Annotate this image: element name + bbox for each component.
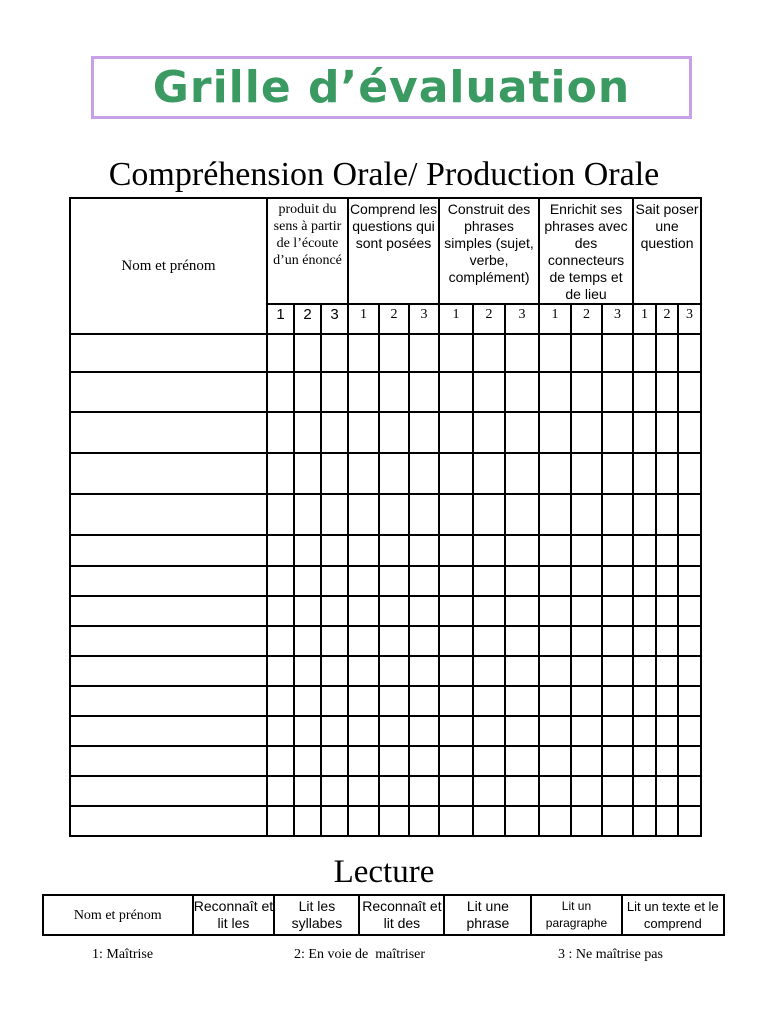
page-title: Grille d’évaluation <box>152 62 631 113</box>
score-cell[interactable] <box>656 776 678 806</box>
score-cell[interactable] <box>571 596 602 626</box>
score-cell[interactable] <box>294 626 321 656</box>
score-cell[interactable] <box>409 566 439 596</box>
score-cell[interactable] <box>602 566 633 596</box>
scale-number: 1 <box>439 304 473 334</box>
score-cell[interactable] <box>678 412 701 453</box>
score-cell[interactable] <box>505 412 539 453</box>
score-cell[interactable] <box>571 626 602 656</box>
score-cell[interactable] <box>321 686 348 716</box>
score-cell[interactable] <box>321 535 348 566</box>
score-cell[interactable] <box>571 453 602 494</box>
score-cell[interactable] <box>294 535 321 566</box>
score-cell[interactable] <box>348 494 379 535</box>
score-cell[interactable] <box>633 686 656 716</box>
score-cell[interactable] <box>439 716 473 746</box>
score-cell[interactable] <box>678 596 701 626</box>
score-cell[interactable] <box>571 566 602 596</box>
score-cell[interactable] <box>656 716 678 746</box>
score-cell[interactable] <box>409 776 439 806</box>
score-cell[interactable] <box>267 776 294 806</box>
score-cell[interactable] <box>379 626 409 656</box>
reading-criterion-header: Lit une phrase <box>444 895 531 935</box>
score-cell[interactable] <box>473 746 505 776</box>
score-cell[interactable] <box>439 596 473 626</box>
student-row <box>70 494 701 535</box>
student-row <box>70 656 701 686</box>
score-cell[interactable] <box>571 494 602 535</box>
criterion-header: Enrichit ses phrases avec des connecteurs de temps et de lieu <box>539 198 633 304</box>
scale-number: 2 <box>656 304 678 334</box>
student-name-cell[interactable] <box>70 686 267 716</box>
score-cell[interactable] <box>267 412 294 453</box>
score-cell[interactable] <box>678 656 701 686</box>
score-cell[interactable] <box>409 716 439 746</box>
score-cell[interactable] <box>571 806 602 836</box>
score-cell[interactable] <box>409 372 439 412</box>
score-cell[interactable] <box>267 494 294 535</box>
student-row <box>70 453 701 494</box>
student-name-cell[interactable] <box>70 596 267 626</box>
score-cell[interactable] <box>656 746 678 776</box>
score-cell[interactable] <box>409 746 439 776</box>
score-cell[interactable] <box>656 494 678 535</box>
score-cell[interactable] <box>348 686 379 716</box>
score-cell[interactable] <box>678 716 701 746</box>
scale-number: 3 <box>602 304 633 334</box>
student-row <box>70 806 701 836</box>
score-cell[interactable] <box>267 686 294 716</box>
score-cell[interactable] <box>379 656 409 686</box>
score-cell[interactable] <box>656 626 678 656</box>
score-cell[interactable] <box>571 412 602 453</box>
scale-number: 2 <box>379 304 409 334</box>
score-cell[interactable] <box>439 656 473 686</box>
score-cell[interactable] <box>656 686 678 716</box>
score-cell[interactable] <box>379 535 409 566</box>
score-cell[interactable] <box>602 535 633 566</box>
student-row <box>70 716 701 746</box>
score-cell[interactable] <box>267 535 294 566</box>
score-cell[interactable] <box>505 776 539 806</box>
score-cell[interactable] <box>439 776 473 806</box>
score-cell[interactable] <box>539 412 571 453</box>
scale-number: 1 <box>633 304 656 334</box>
score-cell[interactable] <box>505 372 539 412</box>
score-cell[interactable] <box>321 776 348 806</box>
score-cell[interactable] <box>539 626 571 656</box>
student-name-cell[interactable] <box>70 372 267 412</box>
score-cell[interactable] <box>267 596 294 626</box>
score-cell[interactable] <box>539 494 571 535</box>
score-cell[interactable] <box>379 806 409 836</box>
student-name-cell[interactable] <box>70 412 267 453</box>
scale-number: 1 <box>267 304 294 334</box>
score-cell[interactable] <box>409 626 439 656</box>
student-row <box>70 412 701 453</box>
score-cell[interactable] <box>473 596 505 626</box>
score-cell[interactable] <box>439 626 473 656</box>
score-cell[interactable] <box>379 596 409 626</box>
score-cell[interactable] <box>267 656 294 686</box>
score-cell[interactable] <box>656 412 678 453</box>
score-cell[interactable] <box>348 656 379 686</box>
score-cell[interactable] <box>348 776 379 806</box>
score-cell[interactable] <box>678 372 701 412</box>
score-cell[interactable] <box>267 806 294 836</box>
reading-criterion-header: Lit les syllabes <box>274 895 359 935</box>
score-cell[interactable] <box>539 746 571 776</box>
score-cell[interactable] <box>656 453 678 494</box>
score-cell[interactable] <box>602 412 633 453</box>
score-cell[interactable] <box>294 806 321 836</box>
score-cell[interactable] <box>633 494 656 535</box>
score-cell[interactable] <box>348 716 379 746</box>
score-cell[interactable] <box>321 566 348 596</box>
scale-number: 2 <box>294 304 321 334</box>
score-cell[interactable] <box>294 776 321 806</box>
score-cell[interactable] <box>348 566 379 596</box>
student-name-cell[interactable] <box>70 656 267 686</box>
score-cell[interactable] <box>678 494 701 535</box>
title-box <box>91 56 692 119</box>
score-cell[interactable] <box>379 716 409 746</box>
score-cell[interactable] <box>473 776 505 806</box>
score-cell[interactable] <box>409 686 439 716</box>
scale-number: 3 <box>678 304 701 334</box>
score-cell[interactable] <box>348 334 379 372</box>
score-cell[interactable] <box>539 334 571 372</box>
score-cell[interactable] <box>267 626 294 656</box>
score-cell[interactable] <box>379 334 409 372</box>
student-name-cell[interactable] <box>70 746 267 776</box>
score-cell[interactable] <box>505 453 539 494</box>
score-cell[interactable] <box>678 746 701 776</box>
score-cell[interactable] <box>348 412 379 453</box>
score-cell[interactable] <box>267 716 294 746</box>
score-cell[interactable] <box>602 453 633 494</box>
score-cell[interactable] <box>321 412 348 453</box>
score-cell[interactable] <box>505 494 539 535</box>
score-cell[interactable] <box>602 776 633 806</box>
student-row <box>70 596 701 626</box>
score-cell[interactable] <box>505 334 539 372</box>
score-cell[interactable] <box>678 453 701 494</box>
oral-grid-body <box>70 334 701 836</box>
score-cell[interactable] <box>505 626 539 656</box>
student-name-cell[interactable] <box>70 776 267 806</box>
score-cell[interactable] <box>602 334 633 372</box>
score-cell[interactable] <box>473 686 505 716</box>
score-cell[interactable] <box>267 566 294 596</box>
score-cell[interactable] <box>294 372 321 412</box>
score-cell[interactable] <box>348 372 379 412</box>
student-row <box>70 626 701 656</box>
score-cell[interactable] <box>439 806 473 836</box>
section-title-oral: Compréhension Orale/ Production Orale <box>108 156 660 193</box>
score-cell[interactable] <box>505 806 539 836</box>
student-row <box>70 372 701 412</box>
student-row <box>70 776 701 806</box>
score-cell[interactable] <box>294 746 321 776</box>
score-cell[interactable] <box>656 372 678 412</box>
score-cell[interactable] <box>539 806 571 836</box>
student-row <box>70 746 701 776</box>
score-cell[interactable] <box>505 686 539 716</box>
score-cell[interactable] <box>439 494 473 535</box>
score-cell[interactable] <box>656 656 678 686</box>
score-cell[interactable] <box>294 686 321 716</box>
score-cell[interactable] <box>267 453 294 494</box>
scale-number: 2 <box>571 304 602 334</box>
student-name-cell[interactable] <box>70 626 267 656</box>
score-cell[interactable] <box>409 334 439 372</box>
score-cell[interactable] <box>539 656 571 686</box>
score-cell[interactable] <box>633 596 656 626</box>
student-name-cell[interactable] <box>70 535 267 566</box>
score-cell[interactable] <box>571 535 602 566</box>
score-cell[interactable] <box>294 566 321 596</box>
score-cell[interactable] <box>321 372 348 412</box>
score-cell[interactable] <box>678 686 701 716</box>
reading-criterion-header: Reconnaît et lit des <box>359 895 444 935</box>
legend-level-2: 2: En voie de maîtriser <box>294 947 426 962</box>
criterion-header: Construit des phrases simples (sujet, verbe, complément) <box>439 198 539 304</box>
criterion-header: produit du sens à partir de l’écoute d’un énoncé <box>267 198 348 304</box>
score-cell[interactable] <box>571 656 602 686</box>
score-cell[interactable] <box>505 746 539 776</box>
score-cell[interactable] <box>321 656 348 686</box>
score-cell[interactable] <box>294 453 321 494</box>
score-cell[interactable] <box>633 716 656 746</box>
score-cell[interactable] <box>348 596 379 626</box>
score-cell[interactable] <box>409 656 439 686</box>
score-cell[interactable] <box>267 746 294 776</box>
student-name-cell[interactable] <box>70 566 267 596</box>
score-cell[interactable] <box>678 806 701 836</box>
reading-criterion-header: Lit un texte et le comprend <box>622 895 724 935</box>
score-cell[interactable] <box>633 412 656 453</box>
score-cell[interactable] <box>294 494 321 535</box>
score-cell[interactable] <box>439 566 473 596</box>
score-cell[interactable] <box>633 535 656 566</box>
score-cell[interactable] <box>294 656 321 686</box>
score-cell[interactable] <box>571 334 602 372</box>
score-cell[interactable] <box>678 776 701 806</box>
score-cell[interactable] <box>321 806 348 836</box>
score-cell[interactable] <box>539 372 571 412</box>
score-cell[interactable] <box>348 806 379 836</box>
score-cell[interactable] <box>294 412 321 453</box>
score-cell[interactable] <box>633 626 656 656</box>
score-cell[interactable] <box>633 746 656 776</box>
criterion-header: Sait poser une question <box>633 198 701 304</box>
score-cell[interactable] <box>379 566 409 596</box>
legend-level-1: 1: Maîtrise <box>92 947 154 962</box>
score-cell[interactable] <box>678 334 701 372</box>
score-cell[interactable] <box>656 806 678 836</box>
score-cell[interactable] <box>539 566 571 596</box>
score-cell[interactable] <box>409 596 439 626</box>
student-name-cell[interactable] <box>70 716 267 746</box>
score-cell[interactable] <box>571 776 602 806</box>
score-cell[interactable] <box>505 596 539 626</box>
score-cell[interactable] <box>602 494 633 535</box>
criterion-header: Comprend les questions qui sont posées <box>348 198 439 304</box>
score-cell[interactable] <box>473 453 505 494</box>
score-cell[interactable] <box>539 776 571 806</box>
score-cell[interactable] <box>409 535 439 566</box>
score-cell[interactable] <box>379 453 409 494</box>
student-name-cell[interactable] <box>70 334 267 372</box>
score-cell[interactable] <box>439 746 473 776</box>
score-cell[interactable] <box>602 626 633 656</box>
score-cell[interactable] <box>571 716 602 746</box>
score-cell[interactable] <box>505 566 539 596</box>
score-cell[interactable] <box>348 626 379 656</box>
score-cell[interactable] <box>321 746 348 776</box>
reading-criterion-header: Reconnaît et lit les <box>193 895 275 935</box>
score-cell[interactable] <box>656 535 678 566</box>
score-cell[interactable] <box>321 334 348 372</box>
scale-number: 3 <box>321 304 348 334</box>
score-cell[interactable] <box>602 372 633 412</box>
score-cell[interactable] <box>633 372 656 412</box>
score-cell[interactable] <box>656 566 678 596</box>
legend-level-3: 3 : Ne maîtrise pas <box>558 947 663 962</box>
score-cell[interactable] <box>633 566 656 596</box>
score-cell[interactable] <box>633 776 656 806</box>
score-cell[interactable] <box>678 626 701 656</box>
score-cell[interactable] <box>473 656 505 686</box>
oral-evaluation-grid <box>69 197 702 837</box>
scale-number: 1 <box>348 304 379 334</box>
score-cell[interactable] <box>294 334 321 372</box>
score-cell[interactable] <box>602 656 633 686</box>
score-cell[interactable] <box>539 453 571 494</box>
score-cell[interactable] <box>439 372 473 412</box>
score-cell[interactable] <box>321 716 348 746</box>
score-cell[interactable] <box>539 535 571 566</box>
student-row <box>70 686 701 716</box>
score-cell[interactable] <box>294 596 321 626</box>
student-name-cell[interactable] <box>70 494 267 535</box>
score-cell[interactable] <box>439 686 473 716</box>
score-cell[interactable] <box>439 453 473 494</box>
score-cell[interactable] <box>602 746 633 776</box>
score-cell[interactable] <box>602 806 633 836</box>
score-cell[interactable] <box>348 535 379 566</box>
score-cell[interactable] <box>505 656 539 686</box>
score-cell[interactable] <box>571 372 602 412</box>
score-cell[interactable] <box>571 686 602 716</box>
score-cell[interactable] <box>473 535 505 566</box>
score-cell[interactable] <box>473 494 505 535</box>
score-cell[interactable] <box>678 535 701 566</box>
score-cell[interactable] <box>321 596 348 626</box>
score-cell[interactable] <box>473 626 505 656</box>
score-cell[interactable] <box>439 535 473 566</box>
reading-criterion-header: Lit un paragraphe <box>531 895 621 935</box>
score-cell[interactable] <box>473 334 505 372</box>
student-row <box>70 334 701 372</box>
score-cell[interactable] <box>439 412 473 453</box>
score-cell[interactable] <box>602 686 633 716</box>
score-cell[interactable] <box>473 412 505 453</box>
scale-number: 2 <box>473 304 505 334</box>
score-cell[interactable] <box>348 453 379 494</box>
score-cell[interactable] <box>409 806 439 836</box>
score-cell[interactable] <box>678 566 701 596</box>
reading-evaluation-grid <box>42 894 725 936</box>
score-cell[interactable] <box>473 372 505 412</box>
score-cell[interactable] <box>321 626 348 656</box>
score-cell[interactable] <box>539 686 571 716</box>
score-cell[interactable] <box>505 535 539 566</box>
reading-name-header: Nom et prénom <box>43 895 193 935</box>
score-cell[interactable] <box>321 494 348 535</box>
score-cell[interactable] <box>379 494 409 535</box>
score-cell[interactable] <box>267 372 294 412</box>
name-column-header: Nom et prénom <box>70 198 267 334</box>
score-cell[interactable] <box>379 372 409 412</box>
student-name-cell[interactable] <box>70 806 267 836</box>
score-cell[interactable] <box>602 596 633 626</box>
score-cell[interactable] <box>602 716 633 746</box>
score-cell[interactable] <box>633 806 656 836</box>
score-cell[interactable] <box>348 746 379 776</box>
student-row <box>70 566 701 596</box>
score-cell[interactable] <box>656 334 678 372</box>
score-cell[interactable] <box>379 412 409 453</box>
score-cell[interactable] <box>409 494 439 535</box>
score-cell[interactable] <box>571 746 602 776</box>
score-cell[interactable] <box>539 716 571 746</box>
score-cell[interactable] <box>656 596 678 626</box>
score-cell[interactable] <box>409 412 439 453</box>
score-cell[interactable] <box>473 716 505 746</box>
score-cell[interactable] <box>439 334 473 372</box>
score-cell[interactable] <box>379 686 409 716</box>
score-cell[interactable] <box>294 716 321 746</box>
score-cell[interactable] <box>539 596 571 626</box>
score-cell[interactable] <box>633 453 656 494</box>
score-cell[interactable] <box>505 716 539 746</box>
scale-number: 3 <box>505 304 539 334</box>
section-title-reading: Lecture <box>333 854 435 890</box>
score-cell[interactable] <box>633 334 656 372</box>
score-cell[interactable] <box>379 746 409 776</box>
score-cell[interactable] <box>409 453 439 494</box>
scale-number: 3 <box>409 304 439 334</box>
score-cell[interactable] <box>473 566 505 596</box>
scale-number: 1 <box>539 304 571 334</box>
score-cell[interactable] <box>633 656 656 686</box>
score-cell[interactable] <box>321 453 348 494</box>
student-row <box>70 535 701 566</box>
score-cell[interactable] <box>473 806 505 836</box>
student-name-cell[interactable] <box>70 453 267 494</box>
score-cell[interactable] <box>267 334 294 372</box>
score-cell[interactable] <box>379 776 409 806</box>
